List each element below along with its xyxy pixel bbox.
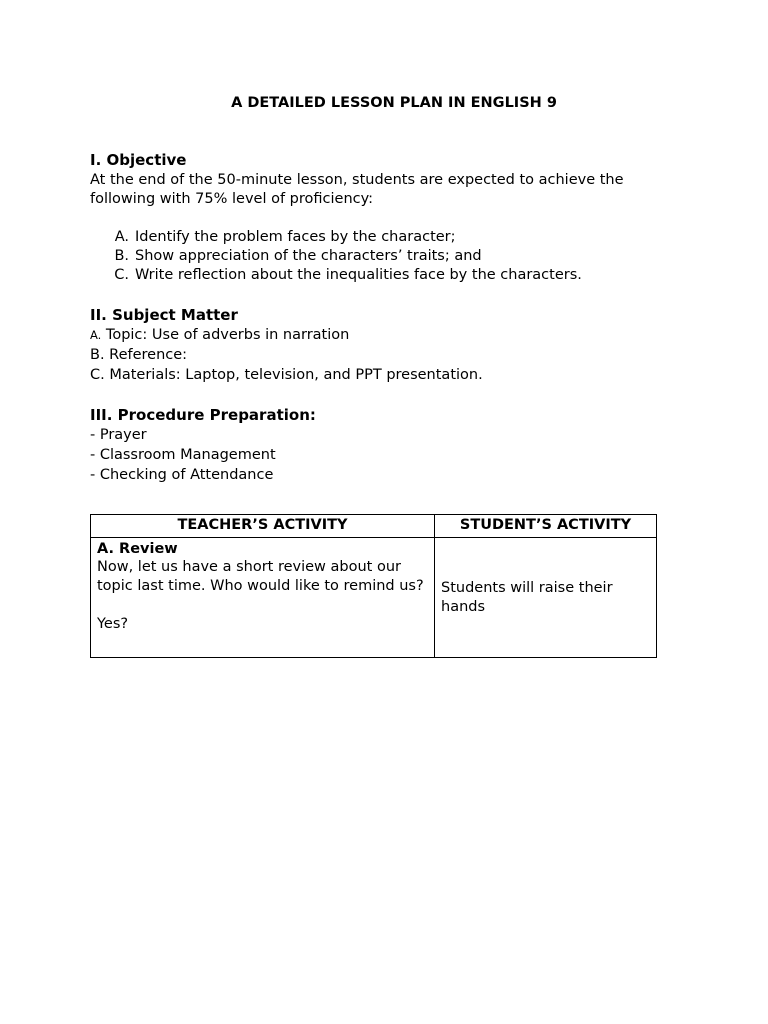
list-marker: B.: [114, 248, 129, 264]
objective-item: [90, 266, 690, 285]
student-activity-header: STUDENT’S ACTIVITY: [435, 515, 657, 538]
objective-item-text: Show appreciation of the characters’ traits; and: [135, 248, 482, 264]
objective-intro: At the end of the 50-minute lesson, students are expected to achieve the following with 75% level of proficiency:: [90, 172, 624, 207]
teacher-followup: Yes?: [97, 616, 129, 632]
student-activity-cell: Students will raise their hands: [435, 538, 657, 658]
table-row: [91, 538, 657, 658]
objective-section: [90, 150, 690, 285]
topic-line: [90, 325, 690, 345]
objective-item-text: Write reflection about the inequalities face by the characters.: [135, 267, 582, 283]
activity-table: [90, 514, 657, 658]
objective-item: [90, 228, 690, 247]
procedure-item: - Checking of Attendance: [90, 467, 274, 483]
reference-line: B. Reference:: [90, 347, 188, 363]
table-header-row: [91, 515, 657, 538]
topic-text: Topic: Use of adverbs in narration: [101, 327, 350, 343]
list-marker: C.: [114, 267, 129, 283]
materials-line: C. Materials: Laptop, television, and PPT presentation.: [90, 367, 483, 383]
objective-list: [90, 228, 690, 285]
procedure-section: [90, 405, 690, 485]
teacher-activity-header: TEACHER’S ACTIVITY: [91, 515, 435, 538]
review-heading: A. Review: [97, 541, 178, 557]
procedure-item: - Classroom Management: [90, 447, 276, 463]
list-marker: A.: [114, 229, 129, 245]
objective-heading: I. Objective: [90, 151, 187, 169]
procedure-item: - Prayer: [90, 427, 147, 443]
subject-matter-section: [90, 305, 690, 385]
teacher-activity-cell: [91, 538, 435, 658]
objective-item: [90, 247, 690, 266]
objective-item-text: Identify the problem faces by the character;: [135, 229, 456, 245]
spacer: [97, 596, 428, 615]
teacher-prompt: Now, let us have a short review about our topic last time. Who would like to remind us?: [97, 559, 424, 594]
procedure-heading: III. Procedure Preparation:: [90, 406, 316, 424]
topic-marker: A.: [90, 328, 102, 342]
document-title: A DETAILED LESSON PLAN IN ENGLISH 9: [231, 95, 557, 111]
subject-matter-heading: II. Subject Matter: [90, 306, 238, 324]
